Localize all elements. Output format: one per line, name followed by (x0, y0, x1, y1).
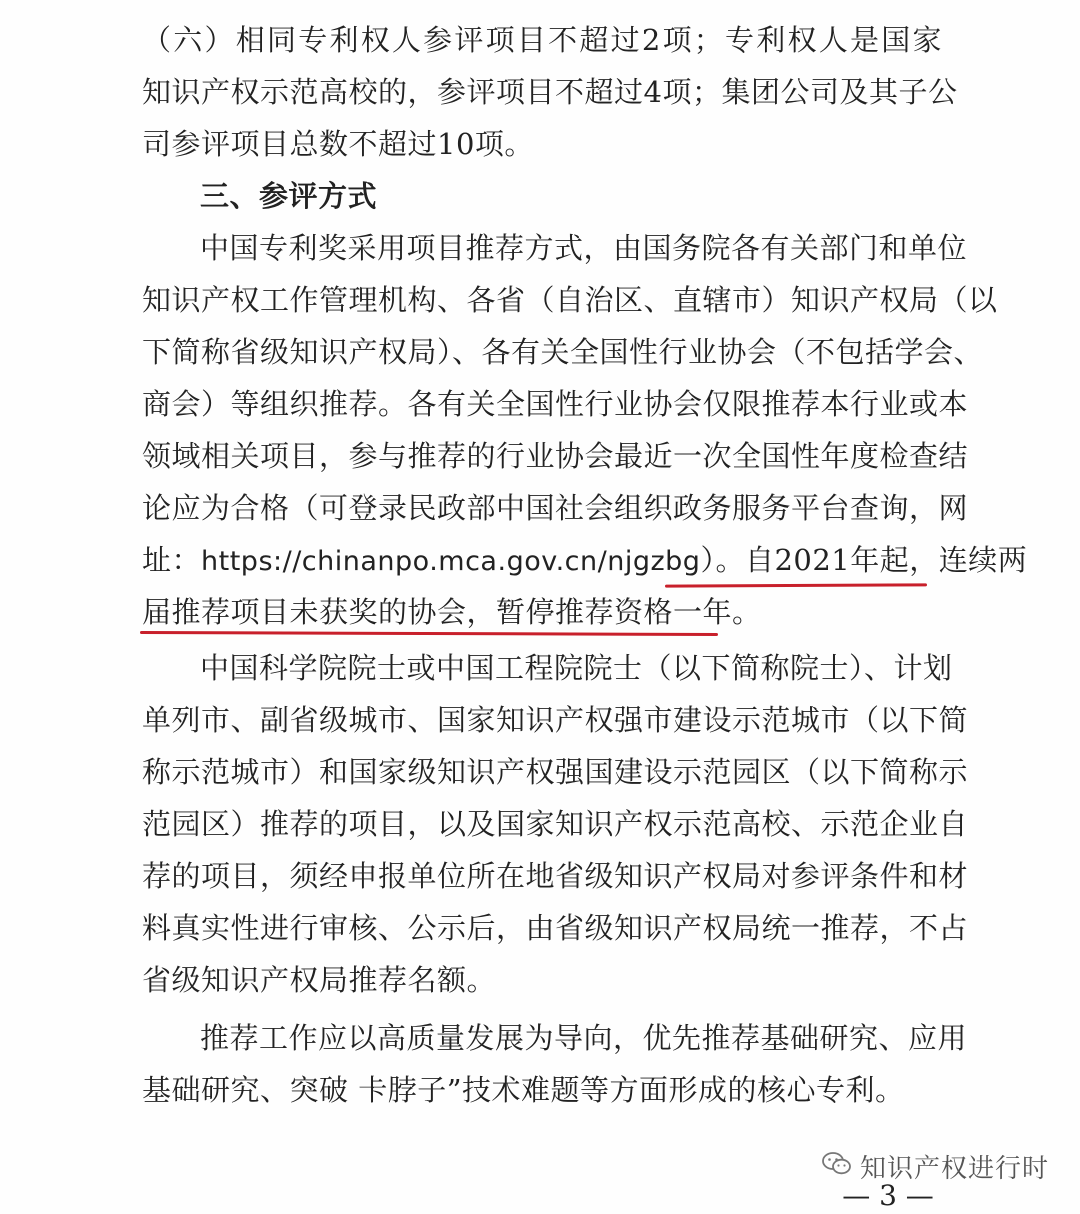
paragraph-line: 荐的项目，须经申报单位所在地省级知识产权局对参评条件和材 (142, 859, 969, 893)
url-line (142, 534, 1028, 586)
wechat-icon (822, 1151, 852, 1181)
paragraph-line: 商会）等组织推荐。各有关全国性行业协会仅限推荐本行业或本 (142, 387, 969, 421)
paragraph-line: 领域相关项目，参与推荐的行业协会最近一次全国性年度检查结 (142, 439, 969, 473)
paragraph-line: 下简称省级知识产权局）、各有关全国性行业协会（不包括学会、 (142, 335, 984, 369)
paragraph-line: 推荐工作应以高质量发展为导向，优先推荐基础研究、应用 (200, 1021, 968, 1055)
paragraph-line: 中国专利奖采用项目推荐方式，由国务院各有关部门和单位 (200, 231, 968, 265)
paragraph-line: 料真实性进行审核、公示后，由省级知识产权局统一推荐，不占 (142, 911, 969, 945)
paragraph-line: 基础研究、突破 卡脖子”技术难题等方面形成的核心专利。 (142, 1073, 905, 1107)
paragraph-line: 司参评项目总数不超过10项。 (142, 127, 534, 161)
website-link[interactable]: https://chinanpo.mca.gov.cn/njgzbg (201, 546, 701, 577)
paragraph-line: 省级知识产权局推荐名额。 (142, 963, 497, 997)
page-number: — 3 — (842, 1179, 934, 1212)
paragraph-line: 中国科学院院士或中国工程院院士（以下简称院士）、计划 (200, 651, 953, 685)
paragraph-line: （六）相同专利权人参评项目不超过2项；专利权人是国家 (142, 23, 942, 57)
paragraph-line: 范园区）推荐的项目，以及国家知识产权示范高校、示范企业自 (142, 807, 969, 841)
paragraph-line: 知识产权示范高校的，参评项目不超过4项；集团公司及其子公 (142, 75, 958, 109)
paragraph-line: 知识产权工作管理机构、各省（自治区、直辖市）知识产权局（以 (142, 283, 998, 317)
paragraph-line: 届推荐项目未获奖的协会，暂停推荐资格一年。 (142, 595, 762, 629)
paragraph-line: 论应为合格（可登录民政部中国社会组织政务服务平台查询，网 (142, 491, 969, 525)
url-suffix: ）。自2021年起，连续两 (700, 543, 1028, 577)
paragraph-line: 单列市、副省级城市、国家知识产权强市建设示范城市（以下简 (142, 703, 969, 737)
watermark-text: 知识产权进行时 (860, 1153, 1050, 1184)
url-prefix: 址： (142, 543, 202, 577)
paragraph-line: 称示范城市）和国家级知识产权强国建设示范园区（以下简称示 (142, 755, 969, 789)
section-heading: 三、参评方式 (200, 179, 378, 213)
